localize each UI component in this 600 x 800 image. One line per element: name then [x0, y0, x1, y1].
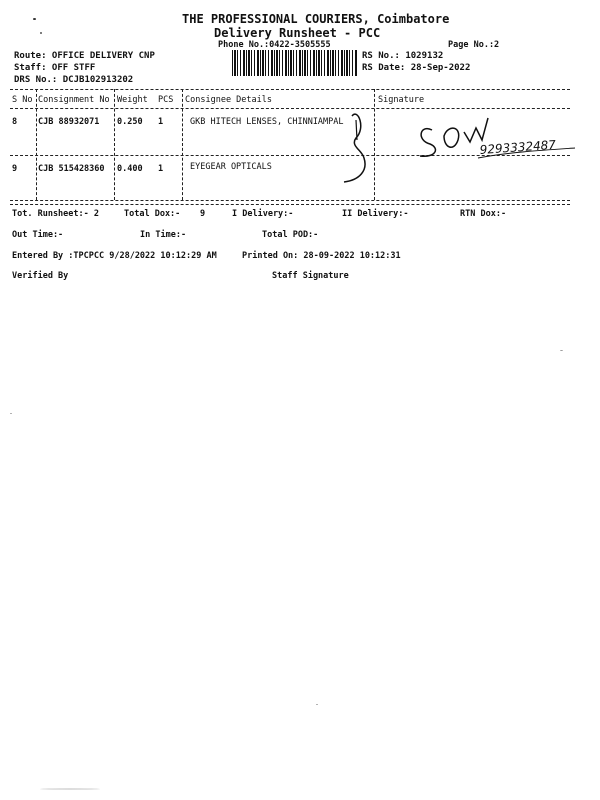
row2-weight: 0.400	[117, 164, 143, 174]
header-signature: Signature	[378, 95, 425, 105]
staff-signature: Staff Signature	[272, 271, 349, 281]
scan-speck	[316, 704, 318, 705]
signature-phone-number: 9293332487	[479, 137, 557, 157]
in-time: In Time:-	[140, 230, 187, 240]
entered-by: Entered By :TPCPCC 9/28/2022 10:12:29 AM	[12, 251, 217, 261]
printed-on: Printed On: 28-09-2022 10:12:31	[242, 251, 401, 261]
rtn-dox: RTN Dox:-	[460, 209, 507, 219]
scan-speck	[40, 32, 42, 34]
row1-consignment: CJB 88932071	[38, 117, 100, 127]
header-sno: S No	[12, 95, 33, 105]
row2-consignment: CJB 515428360	[38, 164, 105, 174]
scan-speck	[33, 18, 36, 20]
document-title: Delivery Runsheet - PCC	[214, 26, 381, 40]
row2-pcs: 1	[158, 164, 164, 174]
total-pod: Total POD:-	[262, 230, 319, 240]
tot-runsheet: Tot. Runsheet:- 2	[12, 209, 99, 219]
row1-weight: 0.250	[117, 117, 143, 127]
row1-consignee: GKB HITECH LENSES, CHINNIAMPAL	[190, 117, 344, 127]
verified-by: Verified By	[12, 271, 69, 281]
staff: Staff: OFF STFF	[14, 63, 96, 73]
row1-pcs: 1	[158, 117, 164, 127]
row1-sno: 8	[12, 117, 18, 127]
total-dox-value: 9	[200, 209, 206, 219]
phone-number: Phone No.:0422-3505555	[218, 40, 331, 50]
company-name: THE PROFESSIONAL COURIERS, Coimbatore	[182, 12, 450, 26]
route: Route: OFFICE DELIVERY CNP	[14, 51, 155, 61]
row2-consignee: EYEGEAR OPTICALS	[190, 162, 272, 172]
scan-speck	[560, 350, 563, 351]
scan-speck	[40, 788, 100, 790]
rs-number: RS No.: 1029132	[362, 51, 444, 61]
scan-speck	[10, 413, 12, 414]
row2-sno: 9	[12, 164, 18, 174]
i-delivery: I Delivery:-	[232, 209, 294, 219]
header-consignment: Consignment No	[38, 95, 110, 105]
out-time: Out Time:-	[12, 230, 64, 240]
total-dox-label: Total Dox:-	[124, 209, 181, 219]
page-number: Page No.:2	[448, 40, 500, 50]
rs-date: RS Date: 28-Sep-2022	[362, 63, 471, 73]
header-consignee: Consignee Details	[185, 95, 272, 105]
drs-number: DRS No.: DCJB102913202	[14, 75, 134, 85]
header-weight: Weight	[117, 95, 148, 105]
ii-delivery: II Delivery:-	[342, 209, 409, 219]
header-pcs: PCS	[158, 95, 174, 105]
summary-rule	[10, 204, 570, 205]
